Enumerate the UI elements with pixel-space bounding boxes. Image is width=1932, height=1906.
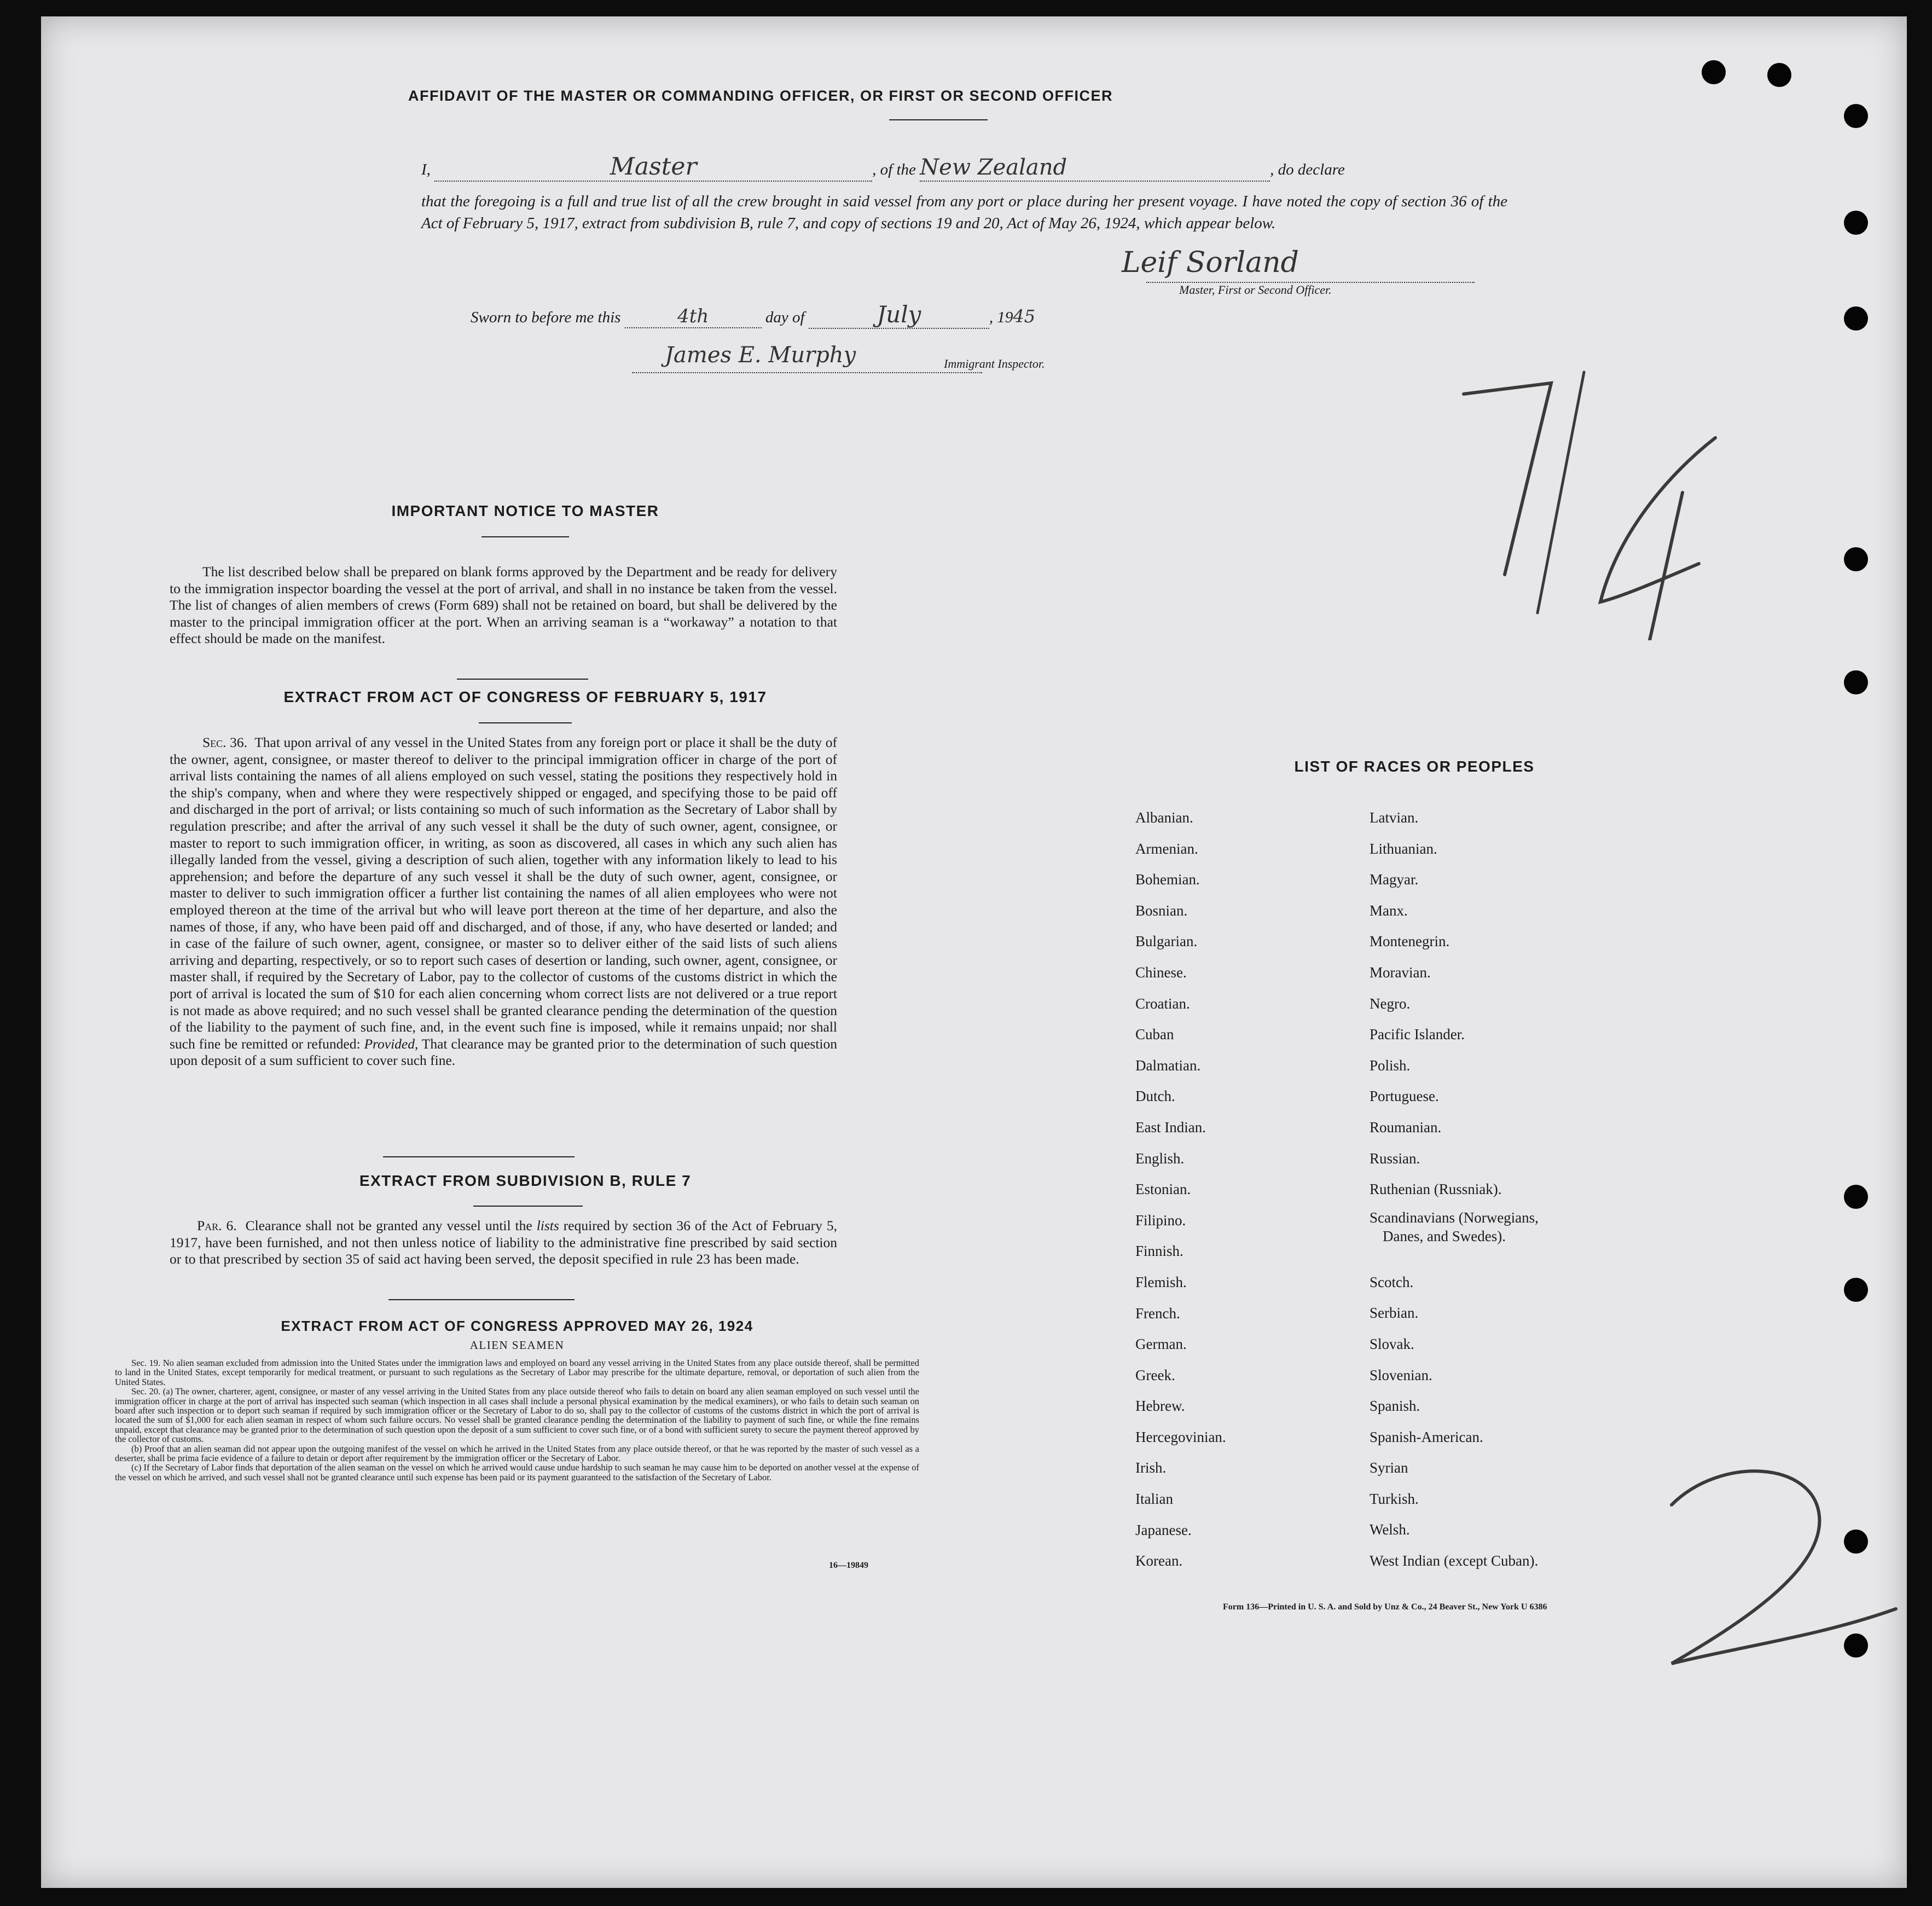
race-item: Magyar. — [1370, 871, 1419, 888]
divider — [388, 1299, 575, 1300]
punch-hole — [1844, 1530, 1868, 1554]
race-item: Manx. — [1370, 902, 1408, 919]
punch-hole — [1844, 547, 1868, 571]
affidavit-title: AFFIDAVIT OF THE MASTER OR COMMANDING OFFICER, OR FIRST OR SECOND OFFICER — [408, 88, 1113, 104]
divider — [457, 679, 588, 680]
punch-hole — [1702, 60, 1726, 84]
punch-hole — [1844, 1185, 1868, 1209]
day-of-label: day of — [765, 309, 805, 326]
proviso-text: That clearance may be granted prior to the determination of such question upon deposit of a sum sufficient to cover such fine. — [170, 1035, 838, 1069]
sworn-line — [471, 301, 1035, 329]
race-item: Bosnian. — [1135, 902, 1188, 919]
punch-hole — [1844, 104, 1868, 128]
race-item: Negro. — [1370, 995, 1411, 1012]
race-item: Flemish. — [1135, 1273, 1187, 1290]
divider — [383, 1156, 575, 1157]
race-item: Moravian. — [1370, 964, 1431, 981]
do-declare-label: , do declare — [1270, 161, 1345, 178]
race-item: Ruthenian (Russniak). — [1370, 1181, 1502, 1198]
race-item: Chinese. — [1135, 964, 1187, 981]
race-item: Bulgarian. — [1135, 933, 1198, 950]
race-item: Montenegrin. — [1370, 933, 1450, 950]
subdivision-b-text — [170, 1218, 837, 1268]
sec-36-label: Sec. 36. — [202, 734, 248, 750]
race-item: Greek. — [1135, 1366, 1175, 1383]
subdivision-b-title: EXTRACT FROM SUBDIVISION B, RULE 7 — [359, 1172, 692, 1189]
month-field — [809, 301, 989, 329]
par-6-text-before: Clearance shall not be granted any vessel until the — [245, 1218, 532, 1233]
divider — [889, 119, 988, 120]
race-item: Spanish. — [1370, 1398, 1420, 1415]
par-6-label: Par. 6. — [197, 1218, 237, 1233]
race-item: Turkish. — [1370, 1490, 1419, 1507]
sworn-prefix: Sworn to before me this — [471, 309, 621, 326]
race-item: Slovenian. — [1370, 1366, 1432, 1383]
race-item: West Indian (except Cuban). — [1370, 1552, 1539, 1569]
alien-seamen-subtitle: ALIEN SEAMEN — [469, 1339, 565, 1352]
race-item: East Indian. — [1135, 1119, 1206, 1136]
vessel-handwritten: New Zealand — [920, 155, 1067, 180]
race-item: Danes, and Swedes). — [1383, 1227, 1506, 1244]
race-item: Welsh. — [1370, 1521, 1410, 1538]
declaration-line — [421, 153, 1507, 182]
race-item: Croatian. — [1135, 995, 1190, 1012]
punch-hole — [1844, 1278, 1868, 1302]
divider — [479, 722, 572, 723]
punch-hole — [1767, 63, 1791, 87]
of-the-label: , of the — [872, 161, 916, 178]
races-title: LIST OF RACES OR PEOPLES — [1294, 758, 1535, 775]
race-item: Syrian — [1370, 1459, 1408, 1476]
race-item: Spanish-American. — [1370, 1428, 1483, 1445]
inspector-field — [632, 343, 982, 373]
race-item: German. — [1135, 1336, 1187, 1353]
punch-hole — [1844, 1633, 1868, 1658]
race-item: English. — [1135, 1150, 1185, 1167]
race-item: Armenian. — [1135, 840, 1198, 857]
punch-hole — [1844, 670, 1868, 694]
sec-20a-text: Sec. 20. (a) The owner, charterer, agent, consignee, or master of any vessel arriving in the United States from any place outside thereof who fails to detain on board any alien seaman employed on such vessel until the immigration officer in charge at the port of arrival has inspected such seaman (which inspection in all cases shall include a personal physical examination by the medical examiners), or who fails to detain such seaman on board after such inspection or to deport such seaman if required by such immigration officer or the Secretary of Labor to do so, shall pay to the collector of customs of the customs district in which the port of arrival is located the sum of $1,000 for each alien seaman in respect of whom such failure occurs. No vessel shall be granted clearance pending the determination of the liability to payment of such fine, or while the fine remains unpaid, except that clearance may be granted prior to the determination of such question upon the deposit of a sum sufficient to cover such fine, or of a bond with sufficient surety to secure the payment thereof approved by the collector of customs. — [115, 1386, 919, 1445]
race-item: Latvian. — [1370, 809, 1419, 826]
year-prefix: , 19 — [989, 309, 1013, 326]
intro-i: I, — [421, 161, 431, 178]
race-item: Finnish. — [1135, 1243, 1183, 1260]
signature-handwritten: Leif Sorland — [1122, 246, 1299, 279]
race-item: Filipino. — [1135, 1212, 1186, 1229]
divider — [481, 536, 569, 537]
divider — [473, 1206, 583, 1207]
race-item: Japanese. — [1135, 1521, 1192, 1538]
handwritten-fraction-7-4 — [1403, 356, 1732, 640]
race-item: Lithuanian. — [1370, 840, 1437, 857]
month-handwritten: July — [877, 301, 921, 328]
race-item: Cuban — [1135, 1026, 1174, 1043]
race-item: French. — [1135, 1305, 1180, 1322]
race-item: Hercegovinian. — [1135, 1428, 1226, 1445]
inspector-handwritten: James E. Murphy — [665, 343, 856, 368]
race-item: Dalmatian. — [1135, 1057, 1201, 1074]
race-item: Pacific Islander. — [1370, 1026, 1465, 1043]
vessel-field — [920, 157, 1270, 182]
punch-hole — [1844, 306, 1868, 331]
race-item: Dutch. — [1135, 1088, 1175, 1105]
name-handwritten: Master — [610, 153, 697, 181]
punch-hole — [1844, 211, 1868, 235]
handwritten-page-number-2 — [1639, 1445, 1923, 1675]
races-left-column — [1135, 802, 1226, 1577]
notice-text: The list described below shall be prepared on blank forms approved by the Department and be ready for delivery to the immigration inspector boarding the vessel at the port of arrival, and shall in no instance be taken from the vessel. The list of changes of alien members of crews (Form 689) shall not be retained on board, but shall be delivered by the master to the principal immigration officer at the port. When an arriving seaman is a “workaway” a notation to that effect should be made on the manifest. — [170, 564, 837, 647]
sec-20b-text: (b) Proof that an alien seaman did not appear upon the outgoing manifest of the vessel on which he arrived in the United States from any place outside thereof, or that he was reported by the master of such vessel as a deserter, shall be prima facie evidence of a failure to detain or deport after requirement by the immigration officer or the Secretary of Labor. — [115, 1443, 919, 1464]
proviso-label: Provided, — [364, 1035, 419, 1052]
race-item: Russian. — [1370, 1150, 1420, 1167]
race-item: Bohemian. — [1135, 871, 1200, 888]
sec-20c-text: (c) If the Secretary of Labor finds that deportation of the alien seaman on the vessel on which he arrived would cause undue hardship to such seaman he may cause him to be deported on another vessel at the expense of the vessel on which he arrived, and such vessel shall not be granted clearance until such expense has been paid or its payment guaranteed to the satisfaction of the Secretary of Labor. — [115, 1462, 919, 1482]
race-item: Slovak. — [1370, 1335, 1414, 1352]
document-page — [41, 16, 1907, 1888]
year-handwritten: 45 — [1013, 306, 1036, 327]
sworn-day-field — [625, 305, 762, 328]
race-item: Italian — [1135, 1491, 1173, 1508]
races-right-column — [1370, 802, 1539, 1577]
race-item: Scotch. — [1370, 1273, 1414, 1290]
extract-1924-text — [115, 1358, 919, 1482]
race-item: Roumanian. — [1370, 1119, 1442, 1136]
race-item: Hebrew. — [1135, 1398, 1185, 1415]
race-item: Korean. — [1135, 1552, 1183, 1569]
race-item: Scandinavians (Norwegians, — [1370, 1209, 1539, 1226]
race-item: Albanian. — [1135, 809, 1193, 826]
notice-title: IMPORTANT NOTICE TO MASTER — [391, 502, 659, 519]
extract-1917-text — [170, 734, 837, 1069]
extract-1917-title: EXTRACT FROM ACT OF CONGRESS OF FEBRUARY 5, 1917 — [283, 688, 767, 705]
form-footer-note: Form 136—Printed in U. S. A. and Sold by Unz & Co., 24 Beaver St., New York U 6386 — [1223, 1602, 1547, 1612]
race-item: Estonian. — [1135, 1181, 1191, 1198]
signature-label: Master, First or Second Officer. — [1179, 283, 1332, 297]
par-6-text-after: required by section 36 of the Act of February 5, 1917, have been furnished, and not then unless notice of liability to the administrative fine prescribed by said section or to that prescribed by section 35 of said act having been served, the deposit specified in rule 23 has been made. — [170, 1218, 838, 1267]
form-code: 16—19849 — [829, 1561, 868, 1570]
name-field — [434, 153, 872, 182]
sec-19-text: Sec. 19. No alien seaman excluded from admission into the United States under the immigration laws and employed on board any vessel arriving in the United States from any place outside thereof, shall be permitted to land in the United States, except temporarily for medical treatment, or pursuant to such regulations as the Secretary of Labor may prescribe for the ultimate departure, removal, or deportation of such alien from the United States. — [115, 1358, 919, 1387]
extract-1924-title: EXTRACT FROM ACT OF CONGRESS APPROVED MAY 26, 1924 — [281, 1318, 753, 1334]
sworn-day-handwritten: 4th — [677, 305, 709, 327]
race-item: Irish. — [1135, 1459, 1167, 1476]
lists-word: lists — [536, 1218, 559, 1233]
race-item: Portuguese. — [1370, 1088, 1439, 1105]
race-item: Serbian. — [1370, 1305, 1419, 1322]
sec-36-text: That upon arrival of any vessel in the United States from any foreign port or place it shall be the duty of the owner, agent, consignee, or master thereof to deliver to the principal immigration officer in charge of the port of arrival lists containing the names of all aliens employed on such vessel, stating the positions they respectively hold in the ship's company, when and where they were respectively shipped or engaged, and specifying those to be paid off and discharged in the port of arrival; or lists containing so much of such information as the Secretary of Labor shall by regulation prescribe; and after the arrival of any such vessel it shall be the duty of such owner, agent, consignee, or master to report to such immigration officer, in writing, as soon as discovered, all cases in which any such alien has illegally landed from the vessel, giving a description of such alien, together with any information likely to lead to his apprehension; and before the departure of any such vessel it shall be the duty of such owner, agent, consignee, or master to deliver to such immigration officer a further list containing the names of all alien employees who were not employed thereon at the time of the arrival but who will leave port thereon at the time of her departure, and also the names of those, if any, who have been paid off and discharged, and of those, if any, who have deserted or landed; and in case of the failure of such owner, agent, consignee, or master so to deliver either of the said lists of such aliens arriving and departing, respectively, or so to report such cases of desertion or landing, such owner, agent, consignee, or master shall, if required by the Secretary of Labor, pay to the collector of customs of the customs district in which the port of arrival is located the sum of $10 for each alien concerning whom correct lists are not delivered or a true report is not made as above required; and no such vessel shall be granted clearance pending the determination of the question of the liability to the payment of such fine, and, in the event such fine is imposed, while it remains unpaid; nor shall such fine be remitted or refunded: — [170, 734, 837, 1052]
inspector-label: Immigrant Inspector. — [944, 357, 1045, 370]
race-item: Polish. — [1370, 1057, 1411, 1074]
declaration-text: that the foregoing is a full and true list of all the crew brought in said vessel from any port or place during her present voyage. I have noted the copy of section 36 of the Act of February 5, 1917, extract from subdivision B, rule 7, and copy of sections 19 and 20, Act of May 26, 1924, which appear below. — [421, 193, 1507, 232]
